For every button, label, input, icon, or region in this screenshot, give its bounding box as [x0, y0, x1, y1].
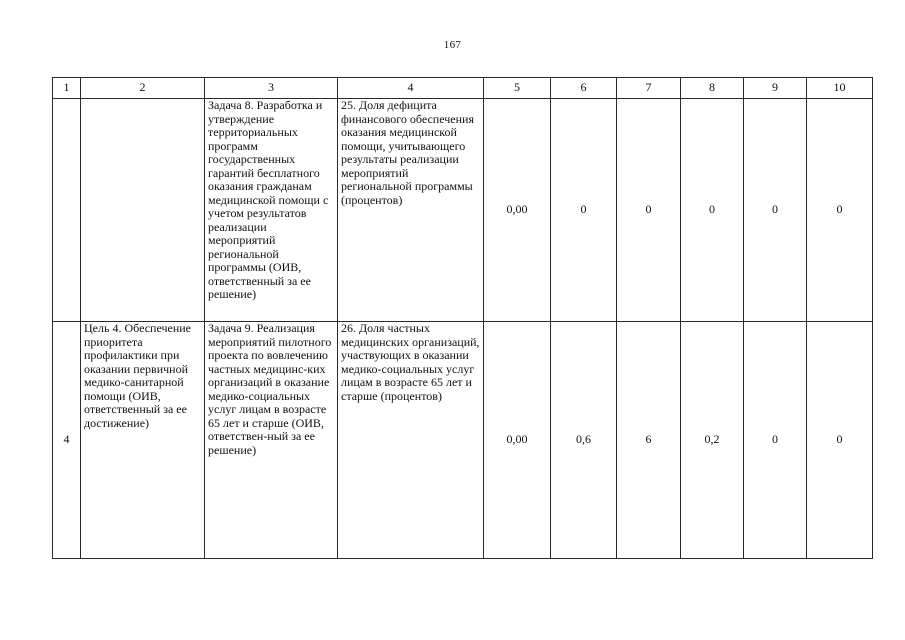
- header-row: [53, 78, 873, 99]
- column-header: 1: [53, 78, 81, 99]
- table-row: [53, 99, 873, 322]
- task-cell: Задача 8. Разработка и утверждение территориальных программ государственных гарантий бесплатного оказания гражданам медицинской помощи с учетом результатов реализации мероприятий региональной программы (ОИВ, ответственный за ее решение): [205, 99, 338, 322]
- column-header: 7: [617, 78, 681, 99]
- value-cell: 6: [617, 322, 681, 559]
- value-cell: 0: [807, 322, 873, 559]
- page-number: 167: [443, 39, 462, 51]
- task-cell: Задача 9. Реализация мероприятий пилотного проекта по вовлечению частных медицинс-ких организаций в оказание медико-социальных услуг лицам в возрасте 65 лет и старше (ОИВ, ответствен-ный за ее решение): [205, 322, 338, 559]
- indicator-cell: 26. Доля частных медицинских организаций, участвующих в оказании медико-социальных услуг лицам в возрасте 65 лет и старше (процентов): [338, 322, 484, 559]
- value-cell: 0,00: [484, 99, 551, 322]
- row-number-cell: [53, 99, 81, 322]
- column-header: 3: [205, 78, 338, 99]
- column-header: 10: [807, 78, 873, 99]
- indicators-table: [52, 77, 873, 559]
- column-header: 5: [484, 78, 551, 99]
- column-header: 6: [551, 78, 617, 99]
- column-header: 2: [81, 78, 205, 99]
- value-cell: 0,2: [681, 322, 744, 559]
- value-cell: 0: [807, 99, 873, 322]
- goal-cell: [81, 99, 205, 322]
- column-header: 8: [681, 78, 744, 99]
- value-cell: 0: [744, 322, 807, 559]
- row-number-cell: 4: [53, 322, 81, 559]
- column-header: 9: [744, 78, 807, 99]
- value-cell: 0,6: [551, 322, 617, 559]
- value-cell: 0,00: [484, 322, 551, 559]
- goal-cell: Цель 4. Обеспечение приоритета профилактики при оказании первичной медико-санитарной помощи (ОИВ, ответственный за ее достижение): [81, 322, 205, 559]
- indicator-cell: 25. Доля дефицита финансового обеспечения оказания медицинской помощи, учитывающего результаты реализации мероприятий региональной программы (процентов): [338, 99, 484, 322]
- column-header: 4: [338, 78, 484, 99]
- table-row: [53, 322, 873, 559]
- value-cell: 0: [617, 99, 681, 322]
- value-cell: 0: [551, 99, 617, 322]
- value-cell: 0: [681, 99, 744, 322]
- value-cell: 0: [744, 99, 807, 322]
